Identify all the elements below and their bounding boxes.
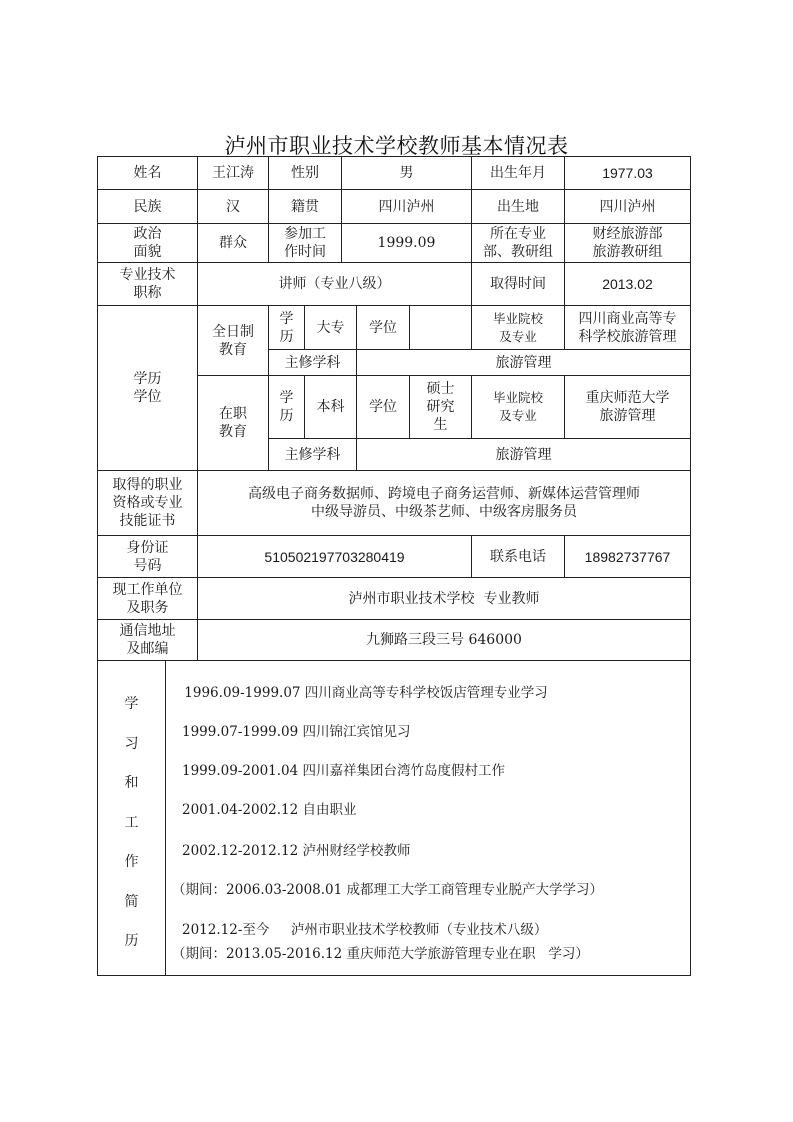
address-value: 九狮路三段三号 646000: [197, 619, 691, 661]
native-place-value: 四川泸州: [341, 189, 472, 224]
name-label: 姓名: [97, 156, 198, 190]
department-label: 所在专业 部、教研组: [471, 223, 565, 263]
politics-label: 政治 面貌: [97, 223, 198, 263]
address-label: 通信地址 及邮编: [97, 619, 198, 661]
politics-value: 群众: [197, 223, 269, 263]
birthplace-value: 四川泸州: [564, 189, 691, 224]
inservice-degree-label: 学 历: [268, 375, 305, 439]
name-value: 王江涛: [197, 156, 269, 190]
fulltime-major-label: 主修学科: [268, 349, 357, 376]
history-entry: 2001.04-2002.12 自由职业: [182, 802, 357, 818]
gender-value: 男: [341, 156, 472, 190]
history-label: [97, 660, 166, 976]
department-value: 财经旅游部 旅游教研组: [564, 223, 691, 263]
birth-value: 1977.03: [564, 156, 691, 190]
inservice-school-label: 毕业院校 及专业: [471, 375, 565, 439]
gender-label: 性别: [268, 156, 342, 190]
work-unit-label: 现工作单位 及职务: [97, 577, 198, 620]
inservice-major-label: 主修学科: [268, 438, 357, 471]
inservice-academic-label: 学位: [356, 375, 410, 439]
certificates-label: 取得的职业 资格或专业 技能证书: [97, 470, 198, 536]
certificates-value: 高级电子商务数据师、跨境电子商务运营师、新媒体运营管理师 中级导游员、中级茶艺师、中级客房服务员: [197, 470, 691, 536]
professional-title-value: 讲师（专业八级）: [197, 262, 472, 306]
fulltime-school-value: 四川商业高等专 科学校旅游管理: [564, 305, 691, 350]
professional-title-label: 专业技术 职称: [97, 262, 198, 306]
inservice-school-value: 重庆师范大学 旅游管理: [564, 375, 691, 439]
history-label-char: 和: [124, 775, 139, 791]
history-entry: 2002.12-2012.12 泸州财经学校教师: [182, 843, 411, 859]
native-place-label: 籍贯: [268, 189, 342, 224]
history-label-char: 历: [124, 933, 139, 949]
obtain-date-label: 取得时间: [471, 262, 565, 306]
history-entry: 1996.09-1999.07 四川商业高等专科学校饭店管理专业学习: [180, 685, 548, 701]
history-entry: 1999.09-2001.04 四川嘉祥集团台湾竹岛度假村工作: [182, 763, 506, 779]
fulltime-school-label: 毕业院校 及专业: [471, 305, 565, 350]
education-label: 学历 学位: [97, 305, 198, 471]
inservice-education-label: 在职 教育: [197, 375, 269, 471]
obtain-date-value: 2013.02: [564, 262, 691, 306]
history-entry: （期间：2006.03-2008.01 成都理工大学工商管理专业脱产大学学习）: [172, 882, 604, 898]
history-entry: 2012.12-至今 泸州市职业技术学校教师（专业技术八级）: [182, 922, 548, 938]
work-start-label: 参加工 作时间: [268, 223, 342, 263]
ethnicity-value: 汉: [197, 189, 269, 224]
id-number-label: 身份证 号码: [97, 535, 198, 578]
fulltime-degree-value: 大专: [304, 305, 357, 350]
history-label-char: 作: [124, 854, 139, 870]
fulltime-major-value: 旅游管理: [356, 349, 691, 376]
history-entry: （期间：2013.05-2016.12 重庆师范大学旅游管理专业在职 学习）: [172, 946, 589, 962]
birthplace-label: 出生地: [471, 189, 565, 224]
ethnicity-label: 民族: [97, 189, 198, 224]
fulltime-education-label: 全日制 教育: [197, 305, 269, 376]
inservice-degree-value: 本科: [304, 375, 357, 439]
phone-label: 联系电话: [471, 535, 565, 578]
id-number-value: 510502197703280419: [197, 535, 472, 578]
fulltime-academic-value: [409, 305, 472, 350]
work-unit-value: 泸州市职业技术学校 专业教师: [197, 577, 691, 620]
phone-value: 18982737767: [564, 535, 691, 578]
page-title: 泸州市职业技术学校教师基本情况表: [224, 134, 569, 158]
history-label-char: 工: [124, 814, 139, 831]
fulltime-academic-label: 学位: [356, 305, 410, 350]
history-label-char: 学: [124, 696, 139, 712]
work-start-value: 1999.09: [341, 223, 472, 263]
history-label-char: 简: [124, 893, 139, 910]
history-label-char: 习: [124, 735, 139, 752]
inservice-academic-value: 硕士 研究 生: [409, 375, 472, 439]
history-entry: 1999.07-1999.09 四川锦江宾馆见习: [182, 724, 411, 740]
fulltime-degree-label: 学 历: [268, 305, 305, 350]
birth-label: 出生年月: [471, 156, 565, 190]
inservice-major-value: 旅游管理: [356, 438, 691, 471]
